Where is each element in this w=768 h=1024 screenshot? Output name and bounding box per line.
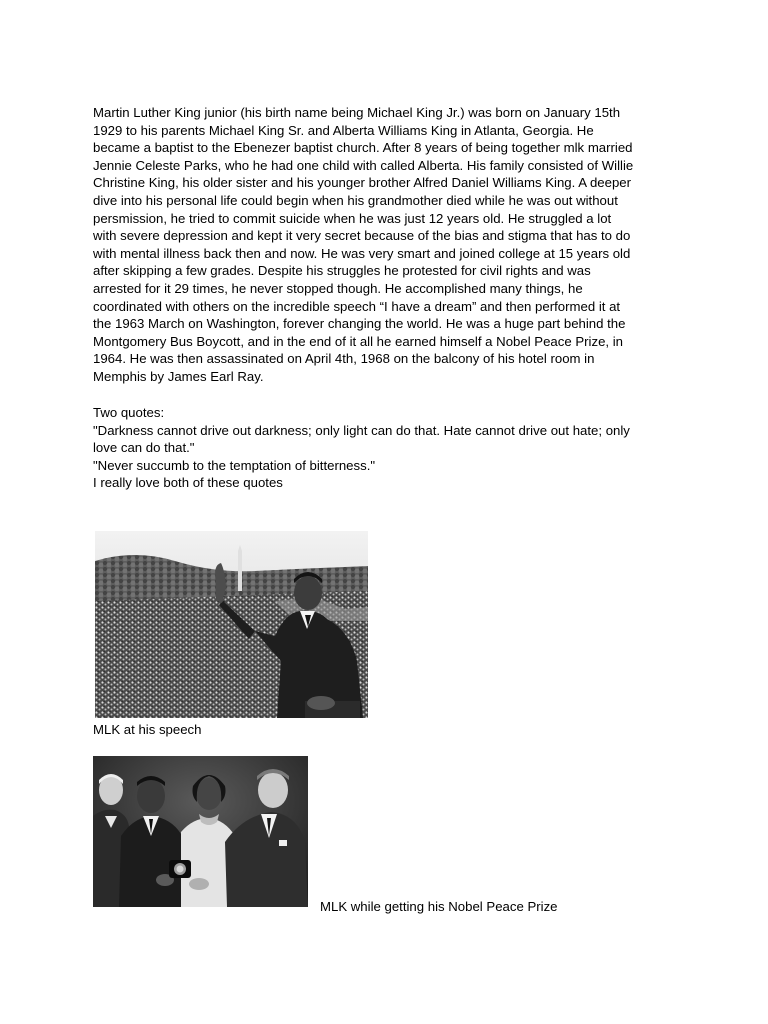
biography-paragraph [93,104,678,386]
nobel-prize-photo-image [93,756,308,907]
speech-photo-caption: MLK at his speech [93,722,202,737]
speech-photo [95,531,368,718]
nobel-prize-photo [93,756,308,907]
biography-line: Christine King, his older sister and his younger brother Alfred Daniel Williams King. A deeper [93,175,632,191]
biography-line: Jennie Celeste Parks, who he had one child with called Alberta. His family consisted of Willie [93,157,634,173]
quote-1-line-2: love can do that." [93,440,195,456]
quote-1-line-1: "Darkness cannot drive out darkness; only light can do that. Hate cannot drive out hate; only [93,422,630,438]
biography-line: persmission, he tried to commit suicide when he was just 12 years old. He struggled a lot [93,210,612,226]
biography-line: arrested for it 29 times, he never stopped though. He accomplished many things, he [93,280,583,296]
quotes-heading: Two quotes: [93,405,165,420]
biography-line: became a baptist to the Ebenezer baptist church. After 8 years of being together mlk married [93,140,633,156]
biography-line: Memphis by James Earl Ray. [93,368,264,384]
biography-line: 1964. He was then assassinated on April 4th, 1968 on the balcony of his hotel room in [93,351,595,367]
biography-line: with mental illness back then and now. He was very smart and joined college at 15 years old [93,245,631,261]
quotes-section [93,404,678,492]
biography-line: after skipping a few grades. Despite his struggles he protested for civil rights and was [93,263,591,279]
biography-line: the 1963 March on Washington, forever changing the world. He was a huge part behind the [93,316,626,332]
quotes-comment: I really love both of these quotes [93,475,283,491]
nobel-prize-photo-caption: MLK while getting his Nobel Peace Prize [320,899,558,914]
biography-line: 1929 to his parents Michael King Sr. and Alberta Williams King in Atlanta, Georgia. He [93,122,594,138]
biography-line: Martin Luther King junior (his birth name being Michael King Jr.) was born on January 15th [93,105,621,120]
speech-photo-image [95,531,368,718]
biography-line: dive into his personal life could begin when his grandmother died while he was out without [93,192,618,208]
biography-line: Montgomery Bus Boycott, and in the end of it all he earned himself a Nobel Peace Prize, in [93,333,623,349]
quote-2: "Never succumb to the temptation of bitterness." [93,457,376,473]
biography-line: coordinated with others on the incredible speech “I have a dream” and then performed it at [93,298,621,314]
biography-line: with severe depression and kept it very secret because of the bias and stigma that has to do [93,228,631,244]
